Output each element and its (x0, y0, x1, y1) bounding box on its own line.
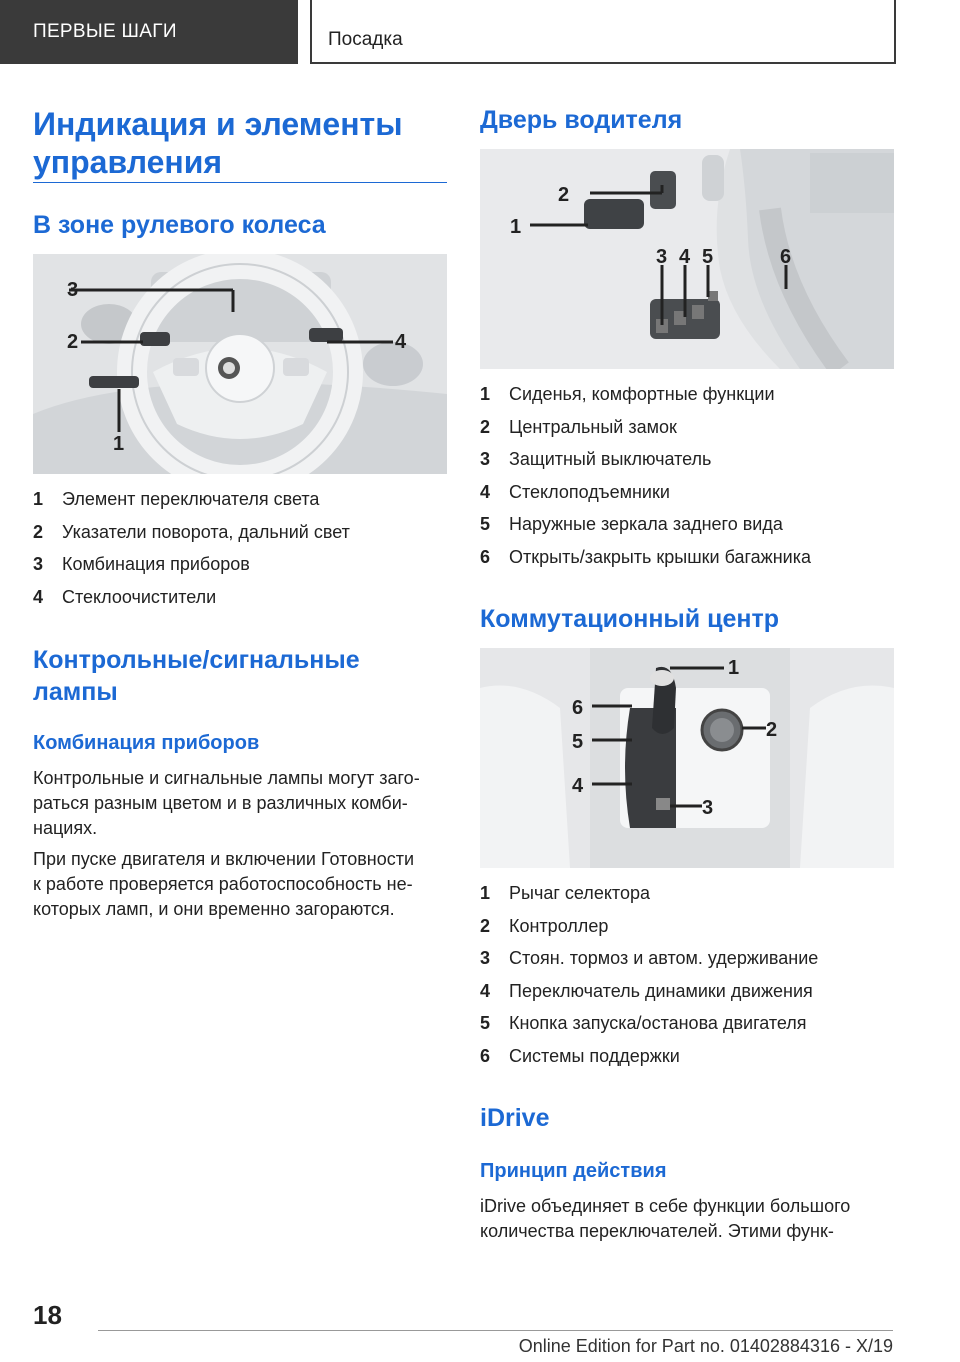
steering-callout-1: 1 (113, 433, 125, 455)
steering-wheel-photo (33, 254, 447, 474)
door-callout-5: 5 (702, 246, 714, 268)
console-callout-3: 3 (702, 797, 714, 819)
steering-callout-4: 4 (395, 331, 407, 353)
door-callout-4: 4 (679, 246, 691, 268)
footer-rule (98, 1330, 893, 1331)
driver-door-photo (480, 149, 894, 369)
subsection-title: Посадка (310, 0, 896, 64)
door-callout-6: 6 (780, 246, 792, 268)
title-rule (33, 182, 447, 183)
steering-callout-3: 3 (67, 279, 79, 301)
console-heading: Коммутационный центр (480, 605, 779, 633)
steering-callout-2: 2 (67, 331, 79, 353)
cluster-paragraph-1: Контрольные и сигнальные лампы могут заго‐ раться разным цветом и в различных комби‐ нациях. (33, 768, 420, 838)
page-header (0, 0, 960, 66)
idrive-heading: iDrive (480, 1104, 550, 1132)
cluster-paragraph-2: При пуске двигателя и включении Готовности к работе проверяется работоспособность не‐ которых ламп, и они временно загораются. (33, 849, 415, 919)
steering-wheel-illustration (33, 254, 447, 474)
console-callout-6: 6 (572, 697, 584, 719)
door-callout-2: 2 (558, 184, 570, 206)
door-callout-3: 3 (656, 246, 668, 268)
center-console-illustration (480, 648, 894, 868)
center-console-photo (480, 648, 894, 868)
driver-door-illustration (480, 149, 894, 369)
steering-heading: В зоне рулевого колеса (33, 211, 326, 239)
page-number: 18 (33, 1300, 62, 1330)
cluster-heading: Комбинация приборов (33, 732, 260, 754)
page-title-line1: Индикация и элементы (33, 106, 403, 142)
console-callout-1: 1 (728, 657, 740, 679)
principle-heading: Принцип действия (480, 1160, 667, 1182)
footer-edition: Online Edition for Part no. 01402884316 - X/19 (518, 1336, 893, 1356)
door-callout-1: 1 (510, 216, 522, 238)
console-callout-2: 2 (766, 719, 778, 741)
lamps-heading-line2: лампы (33, 678, 118, 706)
section-tab: ПЕРВЫЕ ШАГИ (0, 0, 298, 64)
lamps-heading-line1: Контрольные/сигнальные (33, 646, 360, 674)
console-callout-5: 5 (572, 731, 584, 753)
console-callout-4: 4 (572, 775, 584, 797)
page-title-line2: управления (33, 144, 223, 180)
door-heading: Дверь водителя (480, 106, 683, 134)
idrive-paragraph: iDrive объединяет в себе функции большого количества переключателей. Этими функ‐ (480, 1196, 851, 1241)
